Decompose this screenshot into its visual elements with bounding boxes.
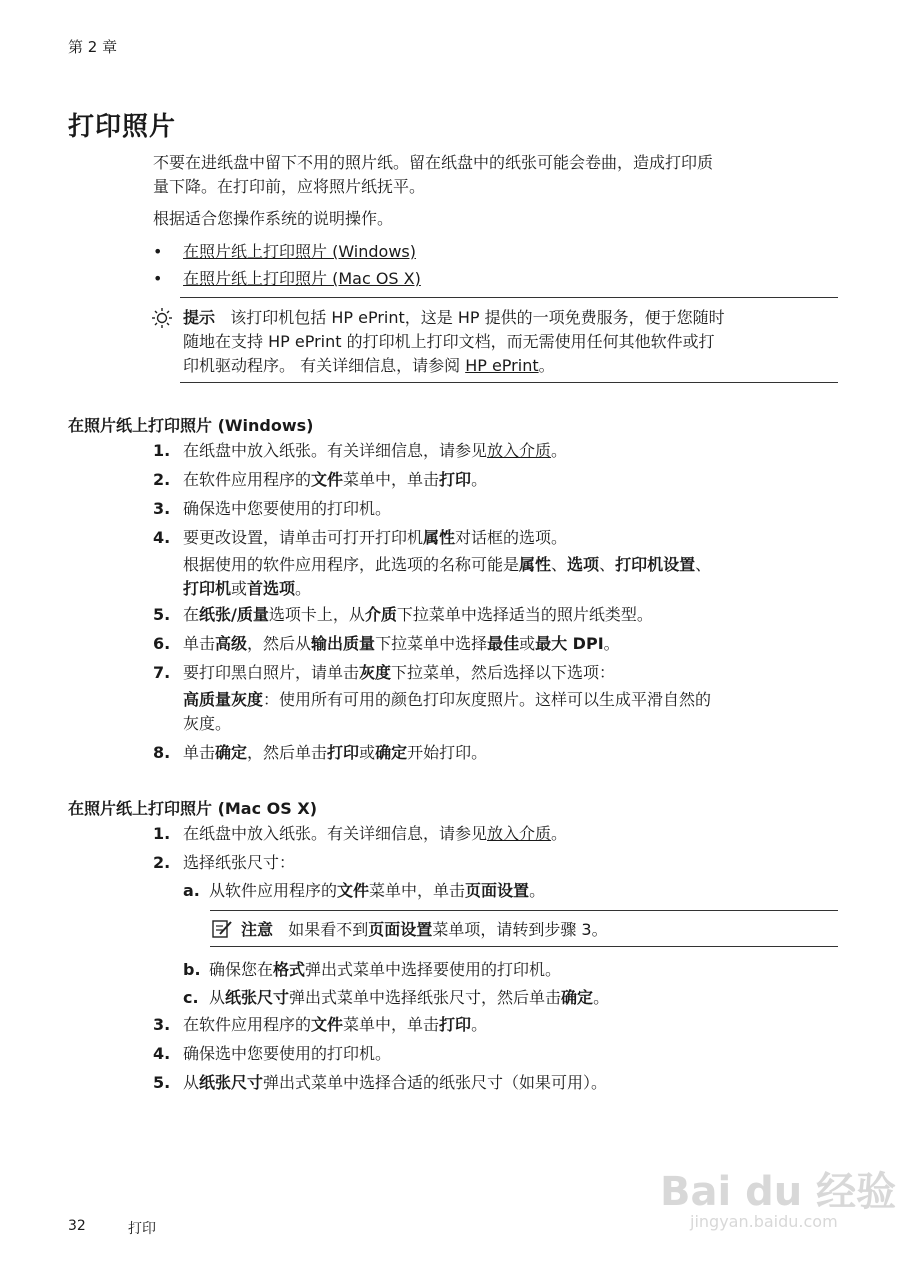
step: 6. 单击高级，然后从输出质量下拉菜单中选择最佳或最大 DPI。	[153, 634, 620, 653]
divider	[180, 382, 838, 383]
intro-paragraph: 不要在进纸盘中留下不用的照片纸。留在纸盘中的纸张可能会卷曲，造成打印质 量下降。在打印前，应将照片纸抚平。	[153, 153, 714, 196]
step: 1. 在纸盘中放入纸张。有关详细信息，请参见放入介质。	[153, 441, 568, 460]
substep: b. 确保您在格式弹出式菜单中选择要使用的打印机。	[183, 960, 562, 979]
list-item: • 在照片纸上打印照片 (Windows)	[153, 242, 416, 261]
link-load-media[interactable]: 放入介质	[487, 824, 552, 843]
chapter-header: 第 2 章	[68, 38, 118, 56]
divider	[180, 297, 838, 298]
footer-section: 打印	[128, 1221, 156, 1237]
watermark-logo: Bai du 经验	[660, 1169, 897, 1215]
list-item: • 在照片纸上打印照片 (Mac OS X)	[153, 269, 421, 288]
link-mac[interactable]: 在照片纸上打印照片 (Mac OS X)	[183, 269, 421, 288]
section-heading-windows: 在照片纸上打印照片 (Windows)	[68, 416, 314, 435]
step: 4. 确保选中您要使用的打印机。	[153, 1044, 392, 1063]
substep: a. 从软件应用程序的文件菜单中，单击页面设置。	[183, 881, 546, 900]
divider	[210, 910, 838, 911]
step: 5. 从纸张尺寸弹出式菜单中选择合适的纸张尺寸（如果可用）。	[153, 1073, 608, 1092]
tip-label: 提示	[183, 308, 216, 327]
step: 7. 要打印黑白照片，请单击灰度下拉菜单，然后选择以下选项：	[153, 663, 616, 682]
step: 1. 在纸盘中放入纸张。有关详细信息，请参见放入介质。	[153, 824, 568, 843]
link-hp-eprint[interactable]: HP ePrint	[465, 356, 539, 375]
note-label: 注意	[241, 920, 274, 939]
step: 8. 单击确定，然后单击打印或确定开始打印。	[153, 743, 488, 762]
note-box: 注意 如果看不到页面设置菜单项，请转到步骤 3。	[241, 920, 608, 939]
note-icon	[211, 918, 233, 940]
step: 4. 要更改设置，请单击可打开打印机属性对话框的选项。	[153, 528, 568, 547]
tip-box: 提示 该打印机包括 HP ePrint，这是 HP 提供的一项免费服务，便于您随时 随地在支持 HP ePrint 的打印机上打印文档，而无需使用任何其他软件或打 印机驱动程序。 有关详细信息，请参阅 HP ePrint。	[183, 308, 725, 375]
page-number: 32	[68, 1218, 86, 1234]
step: 2. 选择纸张尺寸：	[153, 853, 296, 872]
intro-instruction: 根据适合您操作系统的说明操作。	[153, 209, 394, 228]
page-title: 打印照片	[68, 112, 177, 142]
step: 2. 在软件应用程序的文件菜单中，单击打印。	[153, 470, 488, 489]
step: 3. 在软件应用程序的文件菜单中，单击打印。	[153, 1015, 488, 1034]
step-continuation: 根据使用的软件应用程序，此选项的名称可能是属性、选项、打印机设置、 打印机或首选项。	[183, 555, 712, 598]
link-load-media[interactable]: 放入介质	[487, 441, 552, 460]
watermark-url: jingyan.baidu.com	[690, 1212, 838, 1231]
lightbulb-icon	[151, 307, 173, 329]
step-continuation: 高质量灰度：使用所有可用的颜色打印灰度照片。这样可以生成平滑自然的 灰度。	[183, 690, 712, 733]
substep: c. 从纸张尺寸弹出式菜单中选择纸张尺寸，然后单击确定。	[183, 988, 610, 1007]
divider	[210, 946, 838, 947]
link-windows[interactable]: 在照片纸上打印照片 (Windows)	[183, 242, 416, 261]
section-heading-mac: 在照片纸上打印照片 (Mac OS X)	[68, 799, 318, 818]
step: 5. 在纸张/质量选项卡上，从介质下拉菜单中选择适当的照片纸类型。	[153, 605, 653, 624]
step: 3. 确保选中您要使用的打印机。	[153, 499, 392, 518]
